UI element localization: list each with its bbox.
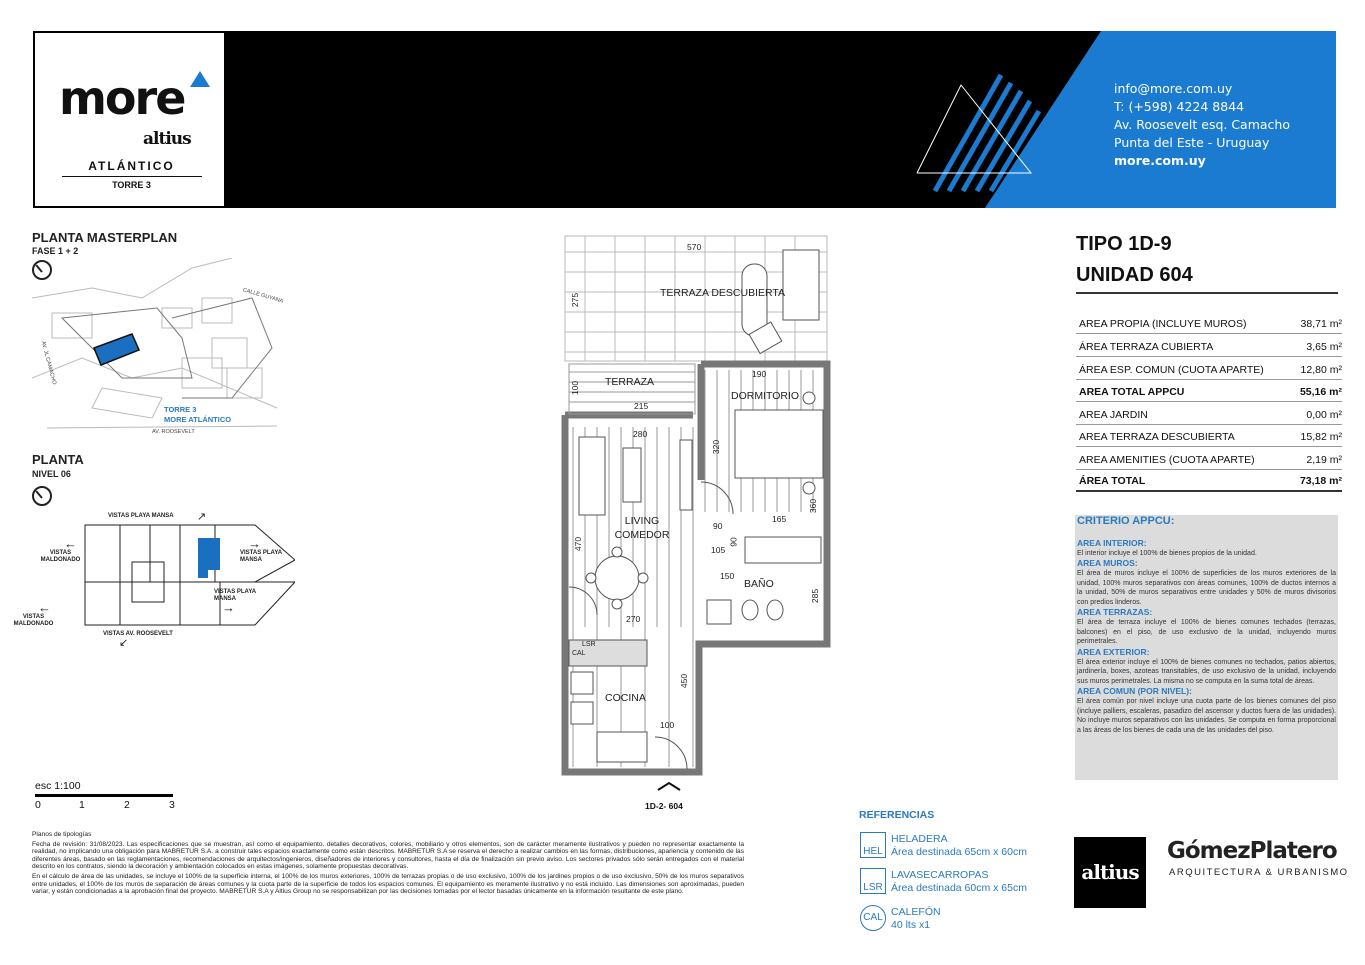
criterio-heading: AREA INTERIOR: (1077, 537, 1147, 548)
contact-email[interactable]: info@more.com.uy (1114, 81, 1233, 96)
dim-285: 285 (810, 588, 821, 604)
dim-450: 450 (679, 673, 690, 689)
view-label-right-1: VISTAS PLAYA MANSA (240, 550, 282, 563)
cal-label: CAL (572, 650, 586, 657)
contact-block (1114, 80, 1290, 170)
area-value: 38,71 m² (1300, 318, 1342, 330)
reference-item (891, 833, 1027, 859)
masterplan-label-project: MORE ATLÁNTICO (164, 415, 232, 424)
note-paragraph: En el cálculo de área de las unidades, se incluye el 100% de la superficie interna, el 100% de los muros exteriores, 100% de terrazas propias o de uso exclusivo, 100% de los jardines propios o de uso exclusivo, 50% de los muros separativos entre unidades, el 100% de los muros de separación de áreas comunes y la cuota parte de la superficie de todos los espacios comunes. El equipamiento es meramente ilustrativo y no está incluido. Las dimensiones son aproximadas, pueden variar, y están condicionadas a la aprobación final del proyecto. MABRETUR S.A y Altius Group no se responsabilizan por las decisiones tomadas por el lector basadas únicamente en la información resultante de este plano. (32, 872, 744, 896)
street-guyana: CALLE GUYANA (241, 287, 284, 305)
divider (62, 176, 202, 177)
level-title: PLANTA (32, 452, 84, 467)
tower-name: TORRE 3 (112, 180, 151, 190)
references-title: REFERENCIAS (859, 809, 935, 821)
arrow-ne-icon: ↗ (197, 511, 207, 523)
view-label-top: VISTAS PLAYA MANSA (108, 513, 174, 519)
criterio-text: El área común por nivel incluye una cuota parte de los bienes comunes del piso (incluye palliers, escaleras, pasadizo del ascensor y ductos fuera de las unidades). No incluye muros separativos con las unidades. Se computa en forma proporcional a las áreas de los bienes de cada una de las unidades del piso. (1077, 698, 1336, 734)
altius-logo: altius (143, 129, 191, 149)
street-roosevelt: AV. ROOSEVELT (152, 429, 195, 435)
unit-number: UNIDAD 604 (1076, 264, 1193, 286)
scale-tick-2: 2 (124, 799, 130, 811)
floor-plan (555, 232, 835, 812)
contact-address: Av. Roosevelt esq. Camacho (1114, 117, 1291, 132)
area-row (1076, 425, 1342, 447)
arrow-right-icon: → (248, 536, 261, 551)
area-row (1076, 358, 1342, 380)
criterio-heading: AREA TERRAZAS: (1077, 607, 1153, 617)
area-value: 15,82 m² (1300, 431, 1342, 443)
lsr-label: LSR (582, 641, 596, 648)
area-value: 2,19 m² (1306, 454, 1342, 466)
area-value: 3,65 m² (1306, 341, 1342, 353)
room-dormitorio: DORMITORIO (731, 390, 800, 402)
area-value: 73,18 m² (1299, 475, 1342, 487)
unit-heading (1076, 229, 1193, 291)
view-label-left-2: VISTAS MALDONADO (13, 614, 54, 627)
reference-name: HELADERA (891, 833, 948, 845)
scale-tick-0: 0 (35, 799, 41, 811)
dim-105: 105 (711, 545, 726, 555)
dim-100-b: 100 (660, 720, 675, 730)
dim-90-b: 90 (728, 537, 739, 547)
area-row (1076, 403, 1342, 425)
dim-280: 280 (633, 429, 648, 439)
arrow-left-icon: ← (64, 536, 77, 551)
note-title: Planos de tipologías (32, 831, 92, 838)
project-name: ATLÁNTICO (88, 159, 175, 173)
reference-desc: Área destinada 60cm x 65cm (891, 882, 1027, 894)
criterio-heading: AREA COMUN (POR NIVEL): (1077, 686, 1192, 696)
masterplan-label-tower: TORRE 3 (164, 405, 197, 414)
dim-570: 570 (687, 242, 702, 252)
dim-270: 270 (626, 614, 641, 624)
criterio-text: El área de muros incluye el 100% de superficies de los muros exteriores de la unidad, 100% muros separativos con áreas comunes, 100% de ductos internos a la unidad, 50% de muros separativos entre unidades y 50% de muros divisorios con predios linderos. (1077, 570, 1336, 606)
contact-web[interactable]: more.com.uy (1114, 153, 1206, 168)
altius-logo: altius (1074, 837, 1146, 908)
masterplan-map (32, 258, 282, 438)
level-subtitle: NIVEL 06 (32, 469, 71, 479)
masterplan-title: PLANTA MASTERPLAN (32, 230, 178, 245)
area-label: AREA TERRAZA DESCUBIERTA (1079, 431, 1235, 443)
room-terraza: TERRAZA (605, 376, 655, 388)
more-logo: more (59, 71, 185, 125)
view-label-bottom: VISTAS AV. ROOSEVELT (103, 631, 173, 637)
header-banner (33, 31, 1336, 208)
scale-tick-3: 3 (169, 799, 175, 811)
dim-90: 90 (713, 521, 723, 531)
dim-215: 215 (634, 401, 649, 411)
view-label-right-2: VISTAS PLAYA MANSA (214, 589, 256, 602)
level-plan-diagram (70, 520, 295, 635)
dim-165: 165 (772, 514, 787, 524)
dim-320: 320 (711, 439, 722, 455)
area-row (1076, 312, 1342, 334)
scale-label: esc 1:100 (35, 780, 81, 792)
unit-type: TIPO 1D-9 (1076, 233, 1172, 255)
note-paragraph: Fecha de revisión: 31/08/2023. Las especificaciones que se muestran, así como el equipamiento, detalles decorativos, colores, mobiliario y otros elementos, son de carácter meramente ilustrativos y pueden no representar exactamente la realidad, no implicando una obligación para MABRETUR S.A. a construir tales espacios exactamente como están descritos. MABRETUR S.A se reserva el derecho a realizar cambios en las formas, distribuciones, apariencia y contenido de las diferentes áreas, basado en las reglamentaciones, recomendaciones de arquitectos/ingenieros, diseñadores de interiores y consultores, hasta el día de finalización sin previo aviso. Los sectores privados sólo serán entregados con el material descrito en los contratos, siendo la decoración y ambientación colocados en estas imágenes, solamente propuestas decorativas. (32, 840, 744, 871)
scale-tick-1: 1 (79, 799, 85, 811)
dim-100: 100 (570, 380, 581, 396)
area-value: 55,16 m² (1299, 386, 1342, 398)
reference-name: LAVASECARROPAS (891, 869, 989, 881)
area-label: AREA PROPIA (INCLUYE MUROS) (1079, 318, 1247, 330)
area-row (1076, 335, 1342, 357)
masterplan-subtitle: FASE 1 + 2 (32, 246, 79, 256)
reference-desc: Área destinada 65cm x 60cm (891, 846, 1027, 858)
dim-190: 190 (752, 369, 767, 379)
criterio-box (1075, 515, 1338, 780)
dim-275: 275 (570, 292, 581, 308)
dim-470: 470 (573, 536, 584, 552)
arrow-left-icon: ← (38, 600, 51, 615)
area-row-total-appcu (1076, 380, 1342, 402)
contact-city: Punta del Este - Uruguay (1114, 135, 1270, 150)
street-camacho: AV. JL CAMACHO (39, 340, 58, 386)
reference-name: CALEFÓN (891, 906, 941, 918)
area-value: 12,80 m² (1300, 364, 1342, 376)
dim-150: 150 (720, 571, 735, 581)
area-row (1076, 448, 1342, 470)
area-row-total (1076, 470, 1342, 492)
area-label: ÁREA TOTAL (1079, 475, 1146, 487)
logo-triangle-icon (190, 71, 210, 87)
criterio-heading: AREA EXTERIOR: (1077, 646, 1150, 657)
contact-phone[interactable]: T: (+598) 4224 8844 (1114, 99, 1245, 114)
reference-desc: 40 lts x1 (891, 919, 931, 931)
north-compass-icon (32, 486, 52, 506)
criterio-title: CRITERIO APPCU: (1077, 515, 1175, 527)
area-label: ÁREA ESP. COMUN (CUOTA APARTE) (1079, 364, 1264, 376)
room-cocina: COCINA (605, 692, 646, 704)
arrow-sw-icon: ↙ (119, 637, 129, 649)
room-living: LIVING COMEDOR (614, 515, 670, 541)
reference-item (891, 869, 1027, 895)
view-label-left-1: VISTAS MALDONADO (40, 550, 81, 563)
arrow-right-icon: → (222, 600, 235, 615)
scale-bar (35, 794, 173, 797)
criterio-text: El área de terraza incluye el 100% de bienes comunes techados (terrazas, balcones) en el piso, de uso exclusivo de la unidad, incluyendo muros perimetrales. (1077, 619, 1336, 645)
area-value: 0,00 m² (1306, 409, 1342, 421)
room-bano: BAÑO (744, 578, 774, 590)
gomezplatero-logo: GómezPlatero (1167, 838, 1337, 864)
criterio-heading: AREA MUROS: (1077, 558, 1138, 568)
heladera-icon: HEL (860, 832, 886, 858)
area-label: AREA JARDIN (1079, 409, 1148, 421)
area-label: AREA AMENITIES (CUOTA APARTE) (1079, 454, 1255, 466)
logo-panel (33, 31, 226, 208)
area-label: AREA TOTAL APPCU (1079, 386, 1185, 398)
reference-item (891, 906, 941, 932)
area-label: ÁREA TERRAZA CUBIERTA (1079, 341, 1214, 353)
room-terraza-descubierta: TERRAZA DESCUBIERTA (660, 287, 786, 299)
dim-360: 360 (808, 498, 819, 514)
legal-notes (32, 831, 744, 898)
calefon-icon: CAL (860, 905, 886, 931)
criterio-text: El área exterior incluye el 100% de bienes comunes no techados, patios abiertos, jardinería, boxes, azoteas transitables, de uso exclusivo de la unidad, incluyendo sus muros perimetrales. La misma no se computa en la suma total de áreas. (1077, 658, 1336, 685)
gomezplatero-subtitle: ARQUITECTURA & URBANISMO (1169, 867, 1349, 878)
criterio-text: El interior incluye el 100% de bienes propios de la unidad. (1077, 549, 1257, 557)
section-reference: 1D-2- 604 (645, 801, 683, 811)
divider (1076, 292, 1338, 294)
lavasecarropas-icon: LSR (860, 868, 886, 894)
